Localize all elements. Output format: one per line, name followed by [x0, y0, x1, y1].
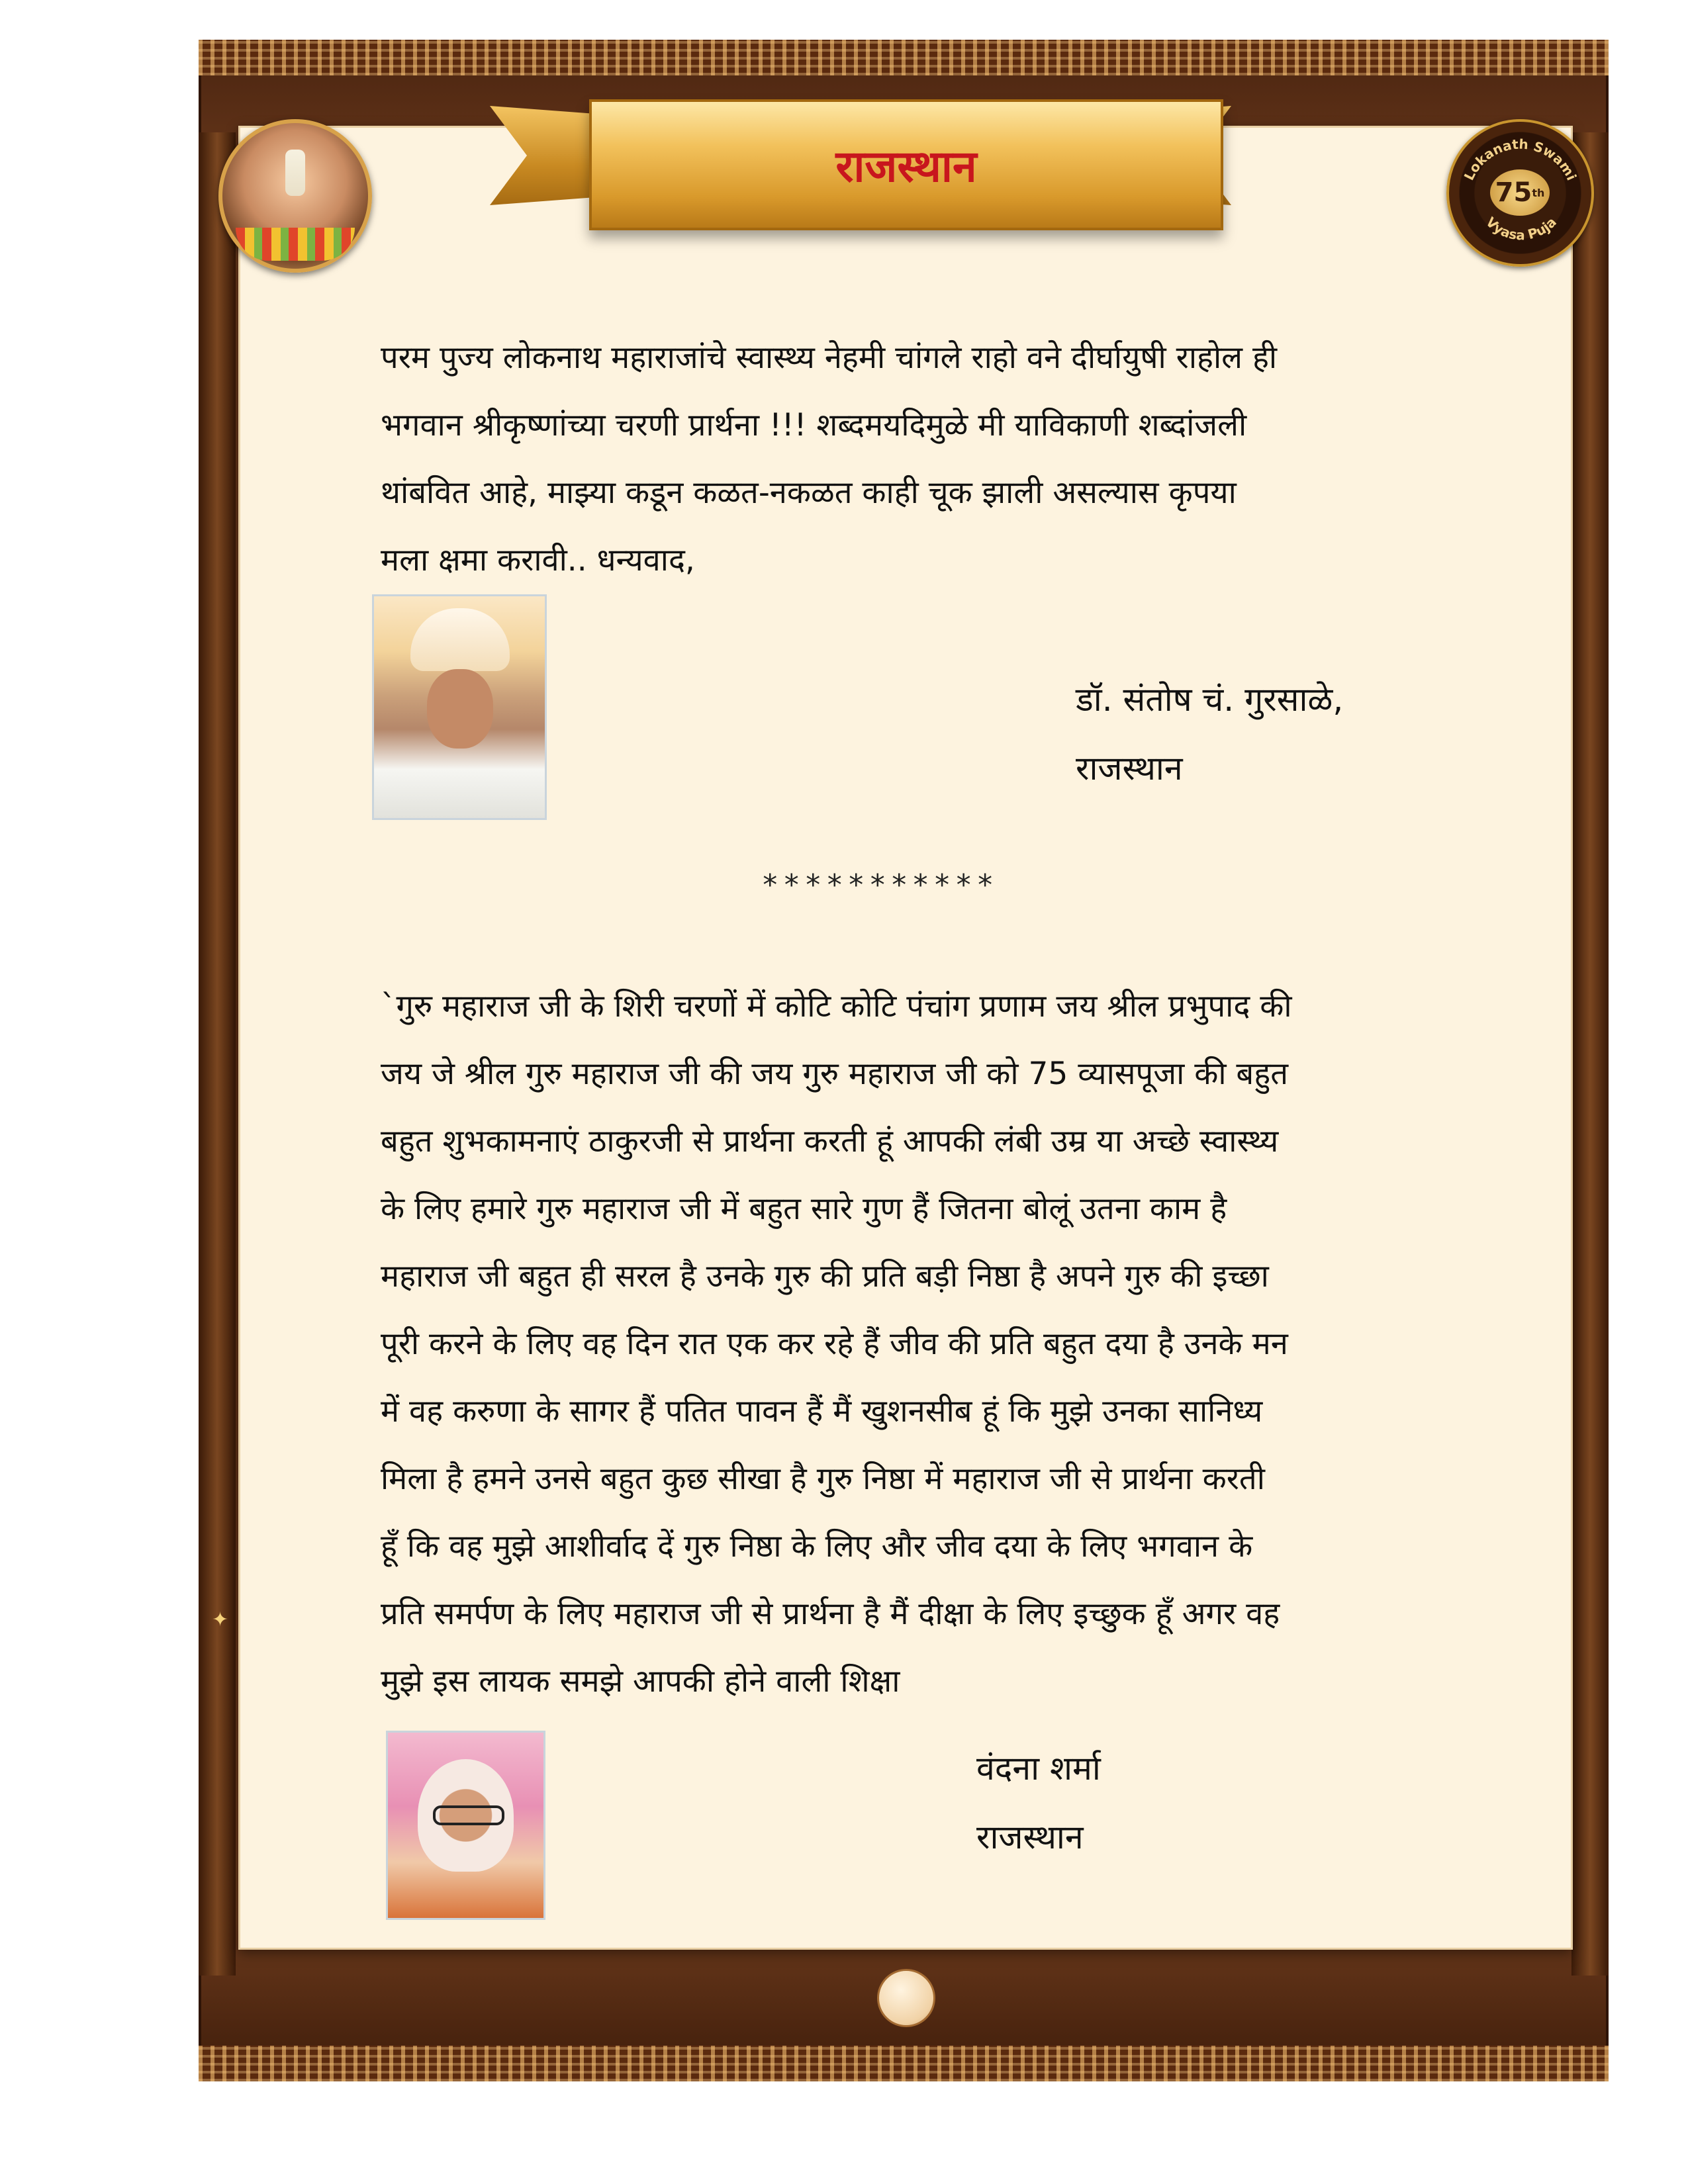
face-shape	[427, 669, 493, 749]
message-2-line: के लिए हमारे गुरु महाराज जी में बहुत सारे गुण हैं जितना बोलूं उतना काम है	[381, 1191, 1227, 1227]
frame-border-top	[199, 40, 1609, 75]
message-2-line: पूरी करने के लिए वह दिन रात एक कर रहे हैं जीव की प्रति बहुत दया है उनके मन	[381, 1326, 1288, 1362]
message-2-line: `गुरु महाराज जी के शिरी चरणों में कोटि कोटि पंचांग प्रणाम जय श्रील प्रभुपाद की	[381, 988, 1292, 1024]
flower-garland	[236, 228, 355, 261]
frame-border-bottom	[199, 2046, 1609, 2081]
frame-side-left	[199, 132, 236, 1976]
seal-number-badge	[1490, 169, 1550, 216]
message-2-line: जय जे श्रील गुरु महाराज जी की जय गुरु महाराज जी को 75 व्यासपूजा की बहुत	[381, 1056, 1289, 1092]
turban-shape	[410, 608, 510, 671]
author-1-photo	[372, 594, 547, 820]
message-2-line: बहुत शुभकामनाएं ठाकुरजी से प्रार्थना करती हूं आपकी लंबी उम्र या अच्छे स्वास्थ्य	[381, 1123, 1279, 1160]
message-1-line: थांबवित आहे, माझ्या कडून कळत-नकळत काही चूक झाली असल्यास कृपया	[381, 475, 1237, 511]
svg-text:Vyasa Puja	[1483, 214, 1560, 243]
message-2-line: महाराज जी बहुत ही सरल है उनके गुरु की प्रति बड़ी निष्ठा है अपने गुरु की इच्छा	[381, 1258, 1269, 1295]
page-title: राजस्थान	[835, 141, 977, 192]
seal-top-text: Lokanath Swami	[1460, 136, 1580, 183]
author-2-location: राजस्थान	[976, 1818, 1084, 1856]
message-1-line: भगवान श्रीकृष्णांच्या चरणी प्रार्थना !!! शब्दमयदिमुळे मी याविकाणी शब्दांजली	[381, 407, 1247, 443]
message-2-line: में वह करुणा के सागर हैं पतित पावन हैं मैं खुशनसीब हूं कि मुझे उनका सानिध्य	[381, 1393, 1263, 1430]
separator-stars: ***********	[761, 868, 998, 902]
seal-suffix: th	[1532, 186, 1545, 199]
message-2-line: मिला है हमने उनसे बहुत कुछ सीखा है गुरु निष्ठा में महाराज जी से प्रार्थना करती	[381, 1461, 1265, 1497]
vyasa-puja-seal	[1446, 119, 1594, 267]
guru-portrait	[218, 119, 372, 273]
seal-bottom-text: Vyasa Puja	[1483, 214, 1560, 244]
author-1-location: राजस्थान	[1076, 749, 1183, 788]
author-1-name: डॉ. संतोष चं. गुरसाळे,	[1076, 680, 1344, 719]
author-2-signature	[976, 1734, 1101, 1872]
author-1-signature	[1076, 665, 1343, 803]
message-1	[381, 324, 1479, 594]
message-2-line: हूँ कि वह मुझे आशीर्वाद दें गुरु निष्ठा के लिए और जीव दया के लिए भगवान के	[381, 1528, 1253, 1565]
author-2-name: वंदना शर्मा	[976, 1749, 1101, 1788]
message-2-line: प्रति समर्पण के लिए महाराज जी से प्रार्थना है मैं दीक्षा के लिए इच्छुक हूँ अगर वह	[381, 1596, 1280, 1632]
title-ribbon	[589, 99, 1223, 230]
author-2-photo	[386, 1731, 545, 1920]
message-2-line: मुझे इस लायक समझे आपकी होने वाली शिक्षा	[381, 1663, 900, 1700]
sparkle-icon: ✦	[212, 1608, 229, 1631]
seal-number: 75	[1495, 177, 1532, 208]
page-knob	[877, 1969, 935, 2027]
frame-side-right	[1571, 132, 1609, 1976]
glasses-shape	[433, 1805, 504, 1825]
message-1-line: मला क्षमा करावी.. धन्यवाद,	[381, 542, 695, 578]
tilak-mark	[285, 150, 305, 196]
message-2	[381, 973, 1479, 1715]
message-1-line: परम पुज्य लोकनाथ महाराजांचे स्वास्थ्य नेहमी चांगले राहो वने दीर्घायुषी राहोल ही	[381, 340, 1278, 376]
